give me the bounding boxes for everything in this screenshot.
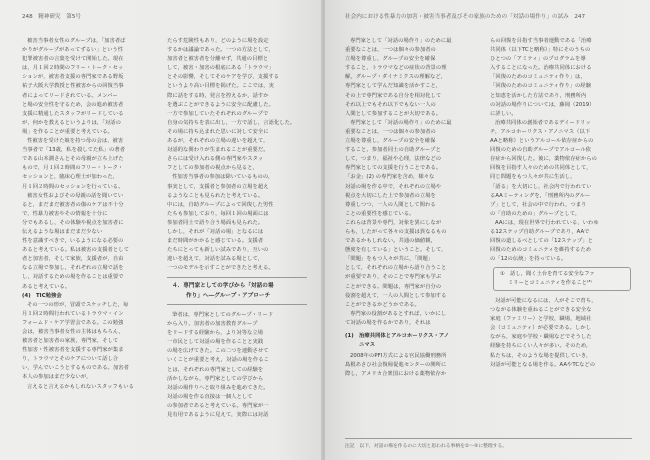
text-line: しかし，それが「対話の場」となるには xyxy=(167,228,264,235)
text-line: 会は，被害当事者女性の主体はもちろん， xyxy=(22,329,124,335)
text-line: 中には，自助グループによって回復した男性 xyxy=(167,201,274,208)
text-line: 専門家として「対話の場作り」のために最 xyxy=(350,38,452,44)
text-line: 月１回２時間のセッションを行っている。 xyxy=(22,183,124,190)
text-line: の「12の伝統」を持っている。 xyxy=(490,256,567,263)
text-line: 共同体（以下TCと略称）」特にそのうちの xyxy=(490,47,591,54)
text-line: の「自助のための」グループとして， xyxy=(490,210,581,217)
text-line: たちにとっても新しい試みであり，互いの xyxy=(167,247,269,254)
text-line: セッションと，臨床心理士が加わった， xyxy=(22,174,119,181)
text-line: るAAミーティングを，「刑務所内のグルー xyxy=(490,192,591,199)
text-line: 活かしながら，専門家としての学びから xyxy=(167,375,264,382)
text-line: して，被害・加害の根底にある「トラウマ」 xyxy=(167,65,274,72)
text-line: 私たちは，そのような場を提供していき， xyxy=(490,352,592,359)
text-line: まだ時間がかかると感じている。支援者 xyxy=(167,238,264,245)
right-page xyxy=(325,0,650,460)
text-line: 経験を持ちにくい人々が多い。そのため， xyxy=(490,343,592,350)
text-line: というより高い目標を掲げた。ここでは，実 xyxy=(167,83,274,90)
text-line: であるかもしれない。共通の価値観， xyxy=(345,238,436,245)
text-line: かりがグループがあってずるい」という性 xyxy=(22,47,124,54)
text-line: つながる体験を重ねることができる安全な xyxy=(490,307,592,314)
text-line: あると考えている。私は被害の支援者として xyxy=(22,247,129,254)
text-line: 同じ問題をもつ人々が共に生活し， xyxy=(490,174,576,181)
text-line: 治療共同体の創始者であるデイードリッ xyxy=(495,119,591,126)
text-line: 「回復のためのコミュニティ作り」の経験 xyxy=(490,83,592,90)
text-line: AAと略称）というアルコール依存症からの xyxy=(490,138,594,145)
text-line: ことの重要性を感じている。 xyxy=(345,210,415,217)
text-line: それ以上でもそれ以下でもない一人の xyxy=(345,101,436,108)
subsection-title-line1: (1) 治療共同体とアルコホーリクス・アノ xyxy=(345,333,450,339)
text-line: 性加害当事者の参加は除いているものの， xyxy=(172,174,274,181)
text-line: 回復のためのコミュニティを維持するため xyxy=(490,247,592,254)
text-line: 回復のための自助グループでアルコール依 xyxy=(490,147,592,154)
section-title-line1: ４．専門家としての学びから「対話の場 xyxy=(172,283,274,289)
text-line: 性加害・性被害者を支援する専門家が集ま xyxy=(22,347,124,354)
footnote: 注記 以下，対話の場を作るのに大切と思われる事柄を①～⑤に整理する。 xyxy=(345,444,508,449)
text-line: の場を広げてきた。この二つを連動させて xyxy=(167,348,269,355)
text-line: プ」として，社会の中で行われ，つまり xyxy=(490,201,587,208)
left-page xyxy=(0,0,323,460)
text-line: するかは議論であった。一つの方法として， xyxy=(167,47,274,54)
section-heading xyxy=(172,281,308,301)
text-line: 回復の道しるべとしての「12ステップ」と xyxy=(490,238,593,245)
text-line: 一方で参加していたそれぞれのグループで xyxy=(167,110,269,117)
text-line: その場に持ち込まれた思いに対して安全に xyxy=(167,128,269,135)
text-line: (4) TIC勉強会 xyxy=(22,292,62,299)
text-line: ひとつの「アミティ」のプログラムを導 xyxy=(490,56,586,63)
text-line: ると，まだまだ被害者の傷のケアは不十分 xyxy=(22,201,124,208)
text-line: もので，月１回２時間のフリー・トーク・ xyxy=(22,165,124,172)
text-line: 会（コミュニティ）が必要である。しかし xyxy=(490,325,592,332)
text-line: 対話が可能となる場を作る。AAやTCなどの xyxy=(490,361,596,368)
text-line: チ，アルコホーリクス・アノニマス（以下 xyxy=(490,128,591,135)
text-line: 加害者と被害者を分離せず，共通の目標と xyxy=(167,56,269,63)
text-line: さらには受け入れる側の専門家やスタッ xyxy=(167,156,264,163)
text-line: 違いを超えて，対話を試みる場として， xyxy=(167,256,264,263)
text-line: 対話が可能になるには，人がそこで育ち， xyxy=(495,298,597,304)
text-line: が重要であり，そのことで専門家も学ぶ xyxy=(345,274,442,281)
right-column-2-continued xyxy=(490,297,632,370)
text-line: ションが，被害者支援の専門家である野坂 xyxy=(22,74,124,81)
text-line: は，月１回２時間のフリー・トーク・セッ xyxy=(22,65,124,72)
text-line: 解，グループ・ダイナミクスの理解など， xyxy=(345,74,447,81)
text-line: 犯罪被害者の言葉を受けて開始した。現在 xyxy=(22,56,124,63)
text-line: 専門家として「対話の場作り」のために最 xyxy=(350,119,452,126)
text-line: 視点を大切にした上で参加者の立場を xyxy=(345,192,436,199)
box-line-1: ① 話し，聞く土台を育てる安全なファ xyxy=(500,271,595,277)
text-line: を選ぶことができるように安全に配慮した。 xyxy=(167,101,274,108)
text-line: と場の安全性を守るため，会の進め被害者 xyxy=(22,101,124,108)
left-column-2-continued xyxy=(167,311,307,420)
text-line: 一市民として対話の場を作ることと実践 xyxy=(167,339,264,346)
text-line: 見有用であるように見えて，実際には対話 xyxy=(167,412,269,419)
text-line: して，つまり，福祉や心理，法律などの xyxy=(345,156,442,163)
text-line: 「問題」をもつ人々が共に，「問題」 xyxy=(345,256,434,263)
right-column-2 xyxy=(490,37,632,264)
section-title-line2: 作り」へ―グループ・アプローチ xyxy=(186,293,271,299)
text-line: 役割を超えて，一人の人間として参加する xyxy=(345,292,447,299)
text-line: らの回復を目指す当事者運動である「治療 xyxy=(490,38,592,44)
text-line: すること，トラウマなどの症状の背景の理 xyxy=(345,65,447,72)
right-column-1 xyxy=(345,37,481,328)
text-line: 態度を有している」ということ。そして， xyxy=(345,247,447,254)
text-line: 回復を目指す人々のための共同体として， xyxy=(490,165,592,172)
text-line: り，トラウマとそのケアについて話し合 xyxy=(22,356,119,363)
text-line: たちも参加しており，毎回１回の場面には xyxy=(167,210,269,217)
text-line: 2008年のPFI方式による官民協働刑務所 xyxy=(350,353,447,359)
text-line: 被害女性およびその母親の話を聞いてい xyxy=(27,192,124,199)
text-line: 月１回２時間行われているトラウマ・イン xyxy=(22,310,124,317)
subsection-title-line2: ニマス xyxy=(359,342,376,349)
text-line: 「お金」(2) の専門家を含め，様々な xyxy=(345,174,435,181)
text-line: 重要なことは，一つは個々の参加者の xyxy=(345,128,436,135)
text-line: と知恵を活かした方法であり，刑務所内 xyxy=(490,92,587,99)
text-line: なる立場で参加し，それぞれの立場で話を xyxy=(22,265,124,272)
text-line: て対話の場を作るかであり，それは xyxy=(345,319,431,326)
text-line: その一つの形が，冒頭でスケッチした，毎 xyxy=(27,301,129,308)
text-line: い，学んでいこうとするものである。加害者 xyxy=(22,365,129,372)
text-line: 被害者と加害者の家族，専門家，そして xyxy=(22,338,119,345)
text-line: 祐子大阪大学教授と性被害からの回復当事 xyxy=(22,83,124,90)
text-line: 際し，アメリカ合衆国における薬物依存か xyxy=(345,371,447,378)
text-line: 筆者は，専門家としてのグループ・リード xyxy=(172,312,274,318)
text-line: ながら，家庭や学校・職場などでそうした xyxy=(490,334,592,341)
text-line: ことができる。問題は，専門家が自分の xyxy=(345,283,442,290)
text-line: 対話の場を作る直接は一個人として xyxy=(167,393,253,400)
text-line: 者と加害者，そして家族，支援者が，自由 xyxy=(22,256,124,263)
section-rule-top xyxy=(167,277,307,278)
text-line: 対話的な関わりが生まれることが重要だ。 xyxy=(167,147,269,154)
text-line: 当事者で「13歳，私を殺してた私」の著者 xyxy=(22,147,126,154)
right-page-header: 社会内における性暴力の加害・被害当事者及びその家族のための「対話の場作り」の試み 247 xyxy=(345,14,586,20)
text-line: あるが，それぞれの立場の違いを超えて， xyxy=(167,138,269,145)
text-line: である山本潤さんとその母親が立ち上げた xyxy=(22,156,124,163)
text-line: いくことが重要と考え，対話の場を作るこ xyxy=(167,357,269,364)
text-line: とその影響，そしてそのケアを学び，支援する xyxy=(167,74,280,81)
text-line: で，性暴力被害やその情報を十分に xyxy=(22,210,108,217)
text-line: らも，したがって各々の支援は異なるもの xyxy=(345,228,447,235)
text-line: る12ステップ自助グループであり，AAで xyxy=(490,228,590,235)
text-line: 言えると言えるかもしれないスタッフもいる xyxy=(27,383,134,390)
text-line: その上で専門家である自分を相対化して xyxy=(345,92,442,99)
text-line: 性被害を受けた娘を持つ母の会は，被害 xyxy=(27,138,124,145)
left-page-header: 248 精神研究 第5号 xyxy=(22,14,81,20)
text-line: フとしての参加者の視点から見ると， xyxy=(167,165,258,172)
text-line: 際に話をする時，発言を控えるか，話すか xyxy=(167,92,269,99)
text-line: に詳しい。 xyxy=(490,110,517,117)
text-line: AAには，現在世界で行われている，いわゆ xyxy=(495,219,599,226)
text-line: 対話の場作りへと取り組みを進めてきた。 xyxy=(167,384,269,391)
text-line: 尊重しつつ，一人の人間として関わる xyxy=(345,201,436,208)
highlight-box xyxy=(493,267,631,291)
left-column-2 xyxy=(167,37,307,273)
text-line: 立場を尊重し，グループの安全を確保 xyxy=(345,56,436,63)
footnote-rule xyxy=(345,438,632,439)
text-line: 対話の場を作る中で，それぞれの立場や xyxy=(345,183,442,190)
text-line: 入することになった。治療共同体における xyxy=(490,65,592,72)
text-line: 事実として，支援者と参加者の立場を超え xyxy=(167,183,269,190)
text-line: とは，それぞれの専門家としての経験を xyxy=(167,366,264,373)
text-line: 性を意識すべきで，いるようになる必要の xyxy=(22,238,124,245)
text-line: 家庭（ファミリー）と学校，職場，地域社 xyxy=(490,316,592,323)
text-line: あると考えている。 xyxy=(22,283,71,290)
text-line: 被害当事者女性のグループは，「加害者ば xyxy=(27,38,126,44)
text-line: るようなことも見られたと考えている。 xyxy=(167,192,264,199)
left-column-1 xyxy=(22,37,160,392)
text-line: 「語る」を大切にし，社会内で行われてい xyxy=(490,183,592,190)
text-line: 専門家として学んだ知識を活かすこと， xyxy=(345,83,442,90)
text-line: 場」を作ることが重要と考えている。 xyxy=(22,128,113,135)
text-line: 伝えるような場はまだまだ少ない xyxy=(22,228,103,235)
subsection-heading xyxy=(345,332,481,350)
section-rule-bottom xyxy=(167,304,307,305)
text-line: 人間として参加することが大切である。 xyxy=(345,110,442,117)
text-line: 自身の気持ちを表に出し，一方で話し，言語化した。 xyxy=(167,119,296,126)
text-line: フォームド・ケア学習会である。この勉強 xyxy=(22,319,124,326)
text-line: が，何かを教えるというよりは，「対話の xyxy=(22,119,121,126)
text-line: をリードする経験から，より対等な立場 xyxy=(167,330,264,337)
text-line: 一つのモデルを示すことができたと考える。 xyxy=(167,265,274,272)
text-line: から入り，加害者の加害教育グループ xyxy=(167,321,258,328)
text-line: の対話の場作りについては，藤岡（2019） xyxy=(490,101,595,108)
text-line: 専門家としての支援を行うことである。 xyxy=(345,165,442,172)
text-line: 島根あさひ社会復帰促進センターの開所に xyxy=(345,362,447,369)
text-line: 支援に精通したスタッフがリードしている xyxy=(22,110,124,117)
text-line: 参加者同士で語り合う場面も見られた。 xyxy=(167,219,264,226)
text-line: ことができるかどうかである。 xyxy=(345,301,420,308)
text-line: 立場を尊重し，グループの安全を確保 xyxy=(345,138,436,145)
right-column-1-continued xyxy=(345,352,481,379)
text-line: これらは背景や専門，対象を異にしなが xyxy=(345,219,442,226)
text-line: 分でもあるし，その体験や視点を加害者に xyxy=(22,219,124,226)
text-line: 「回復のためのコミュニティ作り」は， xyxy=(490,74,586,81)
text-line: 本人の参加はまだ少ないが， xyxy=(22,374,92,381)
text-line: たらす危険性もあり，どのように場を設定 xyxy=(167,38,269,44)
text-line: 専門家の役割があるとすれば，いかにし xyxy=(350,310,447,317)
box-line-2: ミリーとコミュニティを作ること⁽³⁾ xyxy=(508,279,592,286)
text-line: として，それぞれの立場から語り合うこと xyxy=(345,265,447,272)
text-line: し，対話するための場を作ることは重要で xyxy=(22,274,124,281)
text-line: 者によってリードされている。メンバー xyxy=(22,92,118,99)
text-line: 重要なことは，一つは個々の参加者の xyxy=(345,47,436,54)
text-line: すること，参加者同士の自助グループと xyxy=(345,147,441,154)
text-line: 存症から回復した。後に，薬物依存症からの xyxy=(490,156,597,163)
text-line: の参加者であると考えている。専門家が一 xyxy=(167,402,269,409)
